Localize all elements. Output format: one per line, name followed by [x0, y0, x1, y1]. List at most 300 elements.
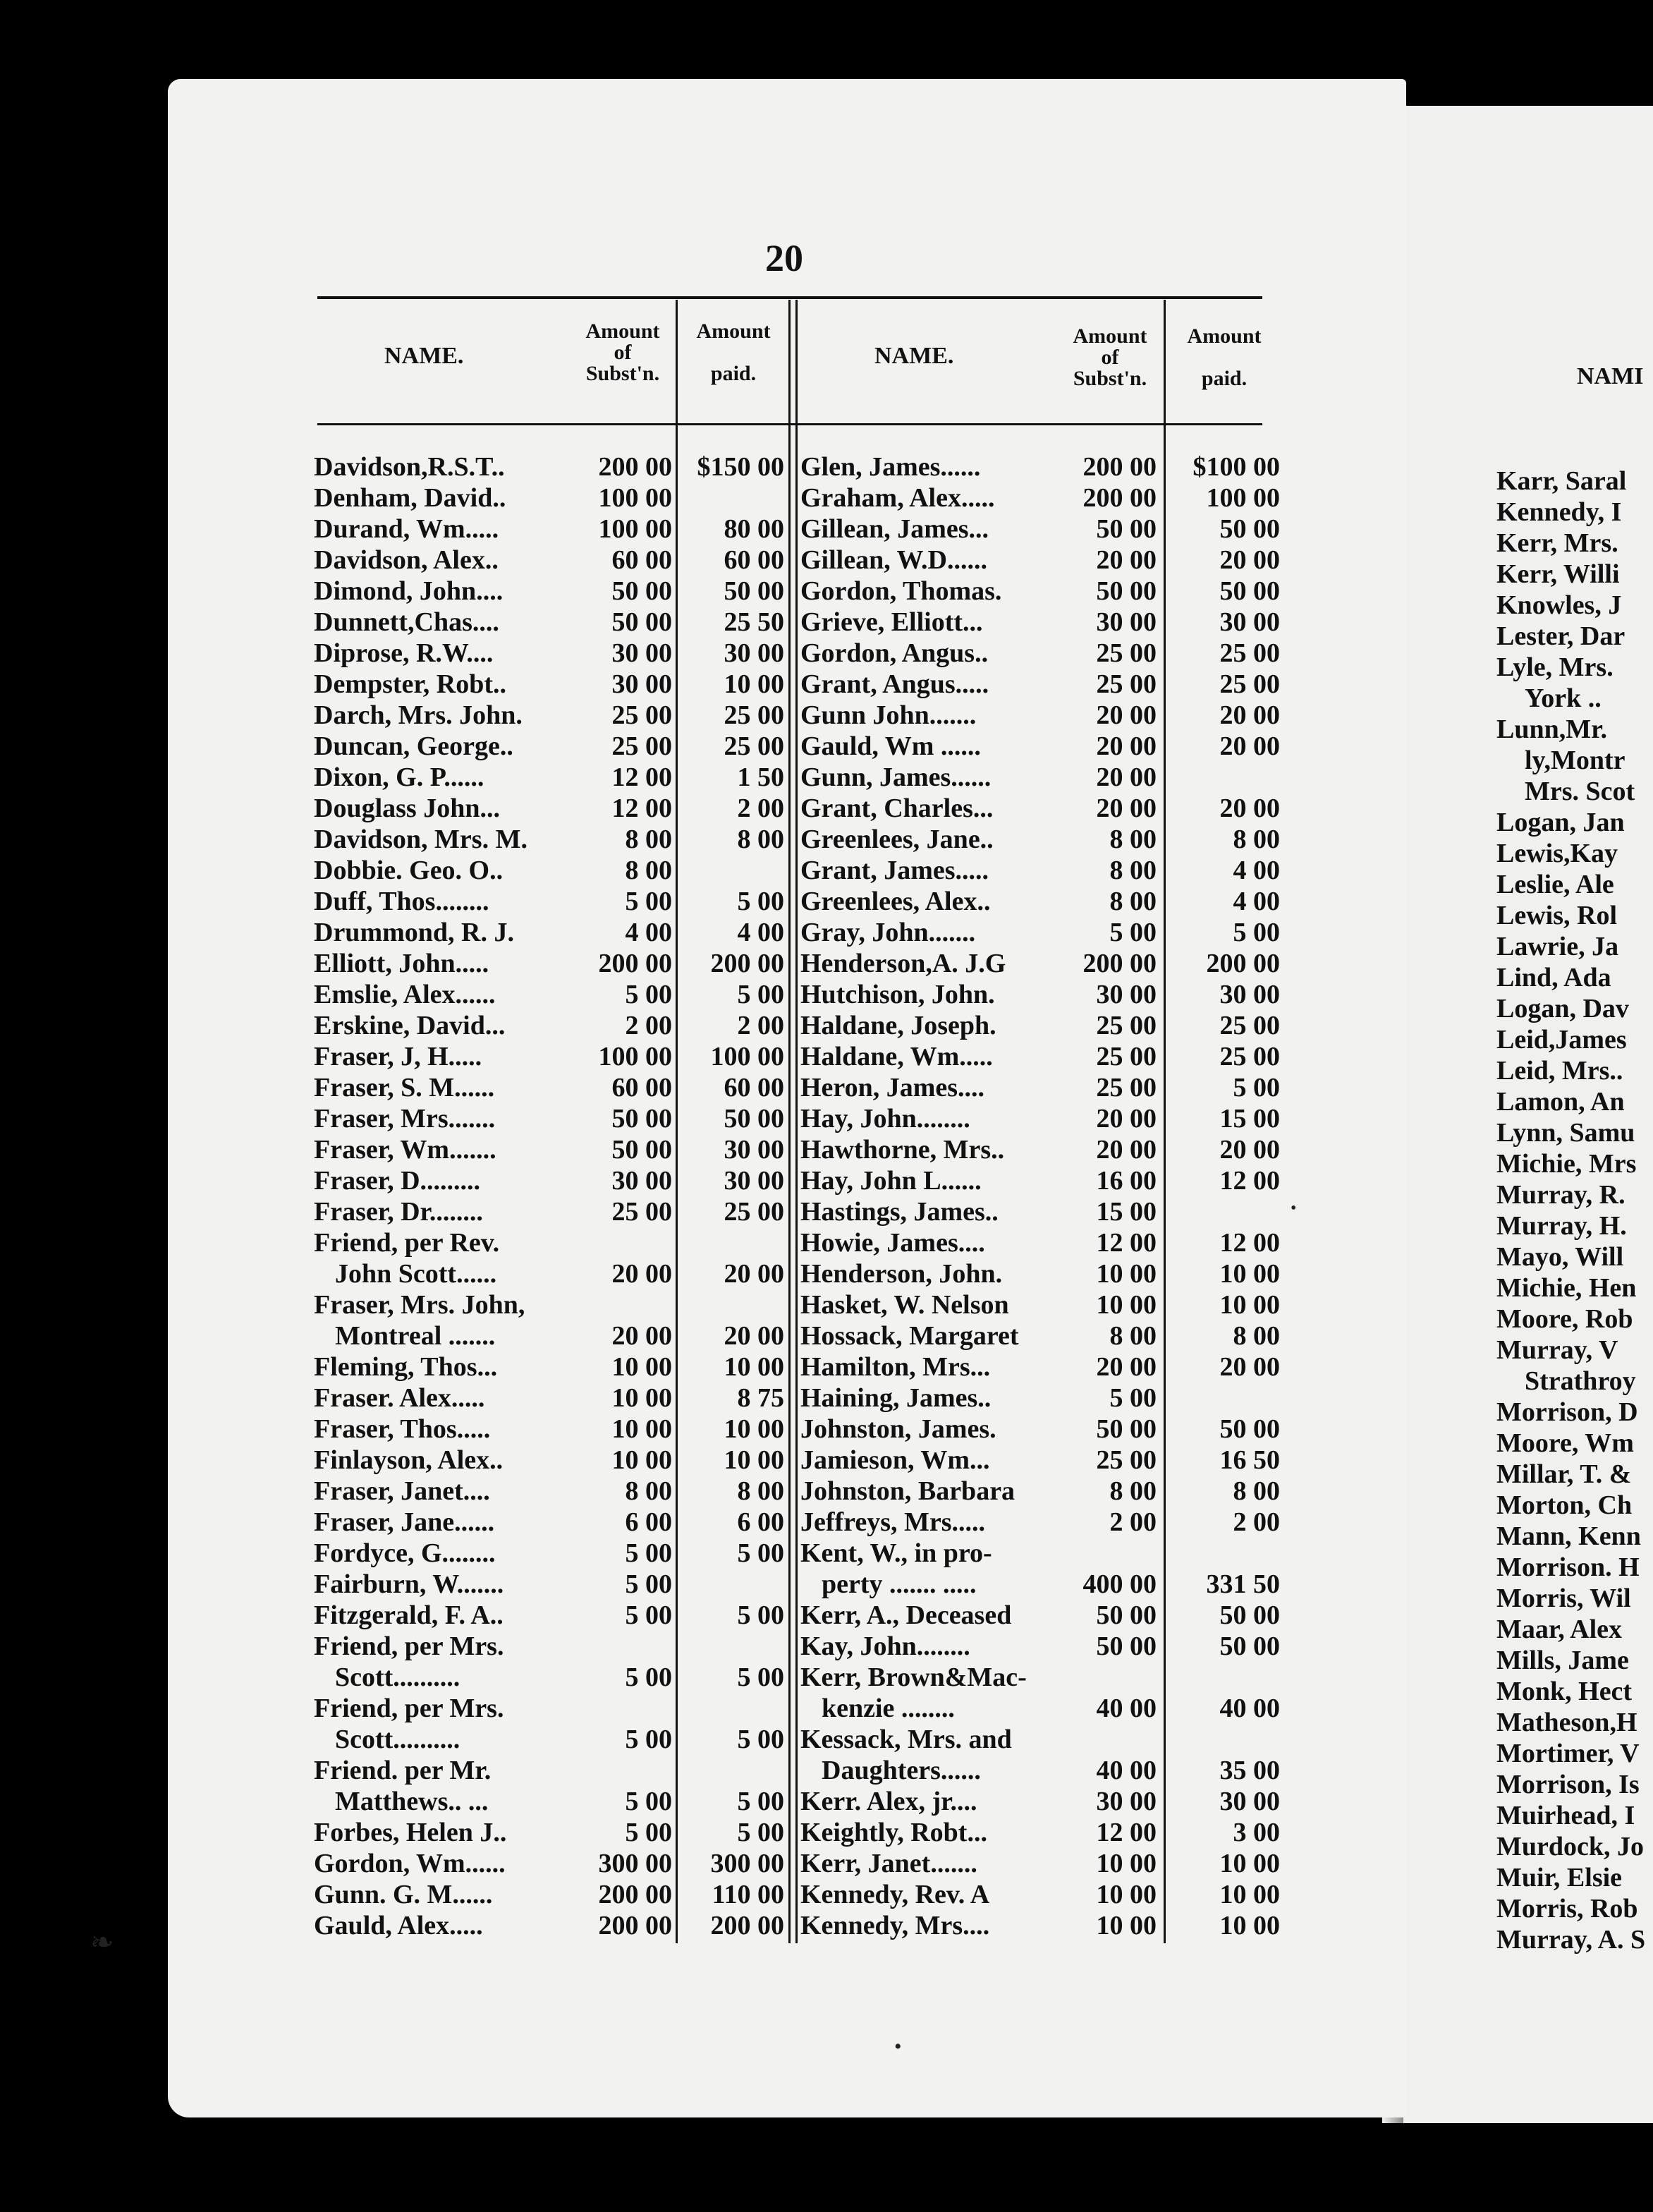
- paid-amount: 20 00: [1219, 794, 1280, 823]
- subscription-amount: 5 00: [1109, 1383, 1157, 1413]
- facing-page-row: Murray, V: [1496, 1335, 1618, 1365]
- subscriber-name: Gray, John.......: [800, 918, 976, 947]
- facing-page-row: Morrison, Is: [1496, 1770, 1640, 1799]
- paid-amount: 8 00: [737, 825, 784, 854]
- paid-amount: 4 00: [1233, 856, 1280, 885]
- paid-amount: 35 00: [1219, 1756, 1280, 1785]
- paid-amount: 4 00: [737, 918, 784, 947]
- subscriber-name: Jamieson, Wm...: [800, 1445, 990, 1475]
- paid-amount: 5 00: [737, 887, 784, 916]
- paid-amount: 5 00: [1233, 1073, 1280, 1102]
- subscription-amount: 20 00: [1096, 700, 1157, 730]
- paid-amount: 60 00: [724, 1073, 784, 1102]
- facing-page-row: Morrison, D: [1496, 1397, 1638, 1427]
- facing-page-row: Mayo, Will: [1496, 1242, 1624, 1272]
- subscription-amount: 25 00: [611, 700, 672, 730]
- paid-amount: 20 00: [1219, 731, 1280, 761]
- paid-amount: 25 00: [1219, 669, 1280, 699]
- subscriber-name: Gunn, James......: [800, 762, 992, 792]
- subscriber-name: Duncan, George..: [314, 731, 513, 761]
- paid-amount: 200 00: [710, 1911, 784, 1940]
- paid-amount: 5 00: [737, 1818, 784, 1847]
- subscriber-name: Fraser, Wm.......: [314, 1135, 496, 1165]
- facing-page-row: Morrison. H: [1496, 1552, 1640, 1582]
- subscriber-name: Kay, John........: [800, 1631, 970, 1661]
- facing-page-row: Strathroy: [1525, 1366, 1636, 1396]
- subscription-amount: 30 00: [1096, 980, 1157, 1009]
- subscriber-name: Davidson, Alex..: [314, 545, 499, 575]
- facing-page-row: Murdock, Jo: [1496, 1832, 1644, 1861]
- subscription-amount: 2 00: [625, 1011, 672, 1040]
- subscription-amount: 50 00: [611, 1135, 672, 1165]
- subscriber-name: perty ....... .....: [822, 1569, 977, 1599]
- paid-amount: 50 00: [1219, 1600, 1280, 1630]
- subscriber-name: Grant, James.....: [800, 856, 989, 885]
- paid-amount: 50 00: [1219, 1414, 1280, 1444]
- facing-page-header: NAMI: [1577, 363, 1644, 389]
- facing-page-row: Murray, R.: [1496, 1180, 1625, 1210]
- subscription-amount: 30 00: [611, 669, 672, 699]
- facing-page-row: Leid, Mrs..: [1496, 1056, 1623, 1086]
- subscription-amount: 8 00: [1109, 1476, 1157, 1506]
- subscription-amount: 6 00: [625, 1507, 672, 1537]
- paid-amount: 5 00: [737, 1600, 784, 1630]
- paid-amount: 25 50: [724, 607, 784, 637]
- paid-amount: 8 00: [737, 1476, 784, 1506]
- subscriber-name: Fordyce, G........: [314, 1538, 496, 1568]
- subscription-amount: 50 00: [611, 576, 672, 606]
- subscription-amount: 25 00: [1096, 1073, 1157, 1102]
- subscriber-name: Hay, John L......: [800, 1166, 982, 1196]
- subscription-amount: 25 00: [1096, 638, 1157, 668]
- subscriber-name: Haldane, Joseph.: [800, 1011, 996, 1040]
- paid-amount: 20 00: [1219, 1352, 1280, 1382]
- facing-page-row: York ..: [1525, 683, 1602, 713]
- subscriber-name: Fraser. Alex.....: [314, 1383, 485, 1413]
- subscriber-name: Johnston, Barbara: [800, 1476, 1015, 1506]
- subscriber-name: Friend, per Mrs.: [314, 1631, 504, 1661]
- paid-amount: 10 00: [724, 1414, 784, 1444]
- subscription-amount: 50 00: [1096, 1414, 1157, 1444]
- subscription-amount: 10 00: [611, 1414, 672, 1444]
- subscription-amount: 50 00: [611, 607, 672, 637]
- facing-page-row: Mann, Kenn: [1496, 1521, 1641, 1551]
- paid-amount: 25 00: [724, 700, 784, 730]
- facing-page-row: ly,Montr: [1525, 746, 1625, 775]
- subscription-amount: 5 00: [625, 887, 672, 916]
- paid-amount: 20 00: [1219, 700, 1280, 730]
- facing-page-row: Murray, H.: [1496, 1211, 1627, 1241]
- paid-amount: 80 00: [724, 514, 784, 544]
- subscriber-name: Glen, James......: [800, 452, 981, 482]
- subscription-amount: 25 00: [611, 1197, 672, 1227]
- subscription-amount: 5 00: [625, 980, 672, 1009]
- subscription-amount: 16 00: [1096, 1166, 1157, 1196]
- paid-amount: 2 00: [737, 1011, 784, 1040]
- subscription-amount: 5 00: [625, 1818, 672, 1847]
- subscription-amount: 200 00: [598, 949, 672, 978]
- paid-amount: 25 00: [1219, 1042, 1280, 1071]
- paid-amount: 25 00: [724, 1197, 784, 1227]
- paid-amount: 2 00: [737, 794, 784, 823]
- subscription-amount: 10 00: [1096, 1911, 1157, 1940]
- paid-amount: 331 50: [1206, 1569, 1280, 1599]
- subscription-amount: 100 00: [598, 483, 672, 513]
- subscriber-name: Grieve, Elliott...: [800, 607, 983, 637]
- subscriber-name: Grant, Charles...: [800, 794, 994, 823]
- facing-page-row: Lester, Dar: [1496, 621, 1625, 651]
- subscriber-name: Grant, Angus.....: [800, 669, 989, 699]
- paid-amount: 5 00: [737, 1663, 784, 1692]
- paid-amount: 200 00: [1206, 949, 1280, 978]
- facing-page-row: Murray, A. S: [1496, 1925, 1646, 1955]
- facing-page-row: Michie, Mrs: [1496, 1149, 1637, 1179]
- name-column-header: NAME.: [874, 343, 954, 369]
- paid-amount: 10 00: [1219, 1880, 1280, 1909]
- subscription-amount: 20 00: [611, 1321, 672, 1351]
- subscription-amount: 10 00: [1096, 1849, 1157, 1878]
- subscriber-name: Henderson, John.: [800, 1259, 1003, 1289]
- paid-amount: 300 00: [710, 1849, 784, 1878]
- paid-amount: 50 00: [724, 1104, 784, 1134]
- paid-amount: 12 00: [1219, 1228, 1280, 1258]
- subscription-amount: 200 00: [598, 1911, 672, 1940]
- subscription-amount: 20 00: [1096, 794, 1157, 823]
- subscriber-name: Scott..........: [335, 1725, 460, 1754]
- subscription-amount: 60 00: [611, 545, 672, 575]
- subscriber-name: Durand, Wm.....: [314, 514, 499, 544]
- paid-amount: 10 00: [724, 669, 784, 699]
- paid-amount: 40 00: [1219, 1694, 1280, 1723]
- paid-amount: 110 00: [712, 1880, 784, 1909]
- subscriber-name: Fairburn, W.......: [314, 1569, 504, 1599]
- subscriber-name: Forbes, Helen J..: [314, 1818, 507, 1847]
- facing-page-list: [1496, 466, 1645, 1955]
- subscriber-name: Davidson, Mrs. M.: [314, 825, 527, 854]
- subscription-amount: 50 00: [1096, 1600, 1157, 1630]
- subscriber-name: Hamilton, Mrs...: [800, 1352, 991, 1382]
- subscription-amount: 8 00: [1109, 1321, 1157, 1351]
- subst-column-header: Amount of Subst'n.: [585, 320, 660, 385]
- subscriber-name: Fraser, Jane......: [314, 1507, 495, 1537]
- subscription-amount: 50 00: [611, 1104, 672, 1134]
- paid-amount: 5 00: [737, 1725, 784, 1754]
- paid-amount: 6 00: [737, 1507, 784, 1537]
- subscriber-name: Duff, Thos........: [314, 887, 489, 916]
- subscriber-name: Greenlees, Jane..: [800, 825, 994, 854]
- subscription-amount: 10 00: [1096, 1880, 1157, 1909]
- facing-page-row: Millar, T. &: [1496, 1459, 1632, 1489]
- paid-amount: 30 00: [724, 638, 784, 668]
- subscription-amount: 10 00: [611, 1383, 672, 1413]
- paid-amount: 200 00: [710, 949, 784, 978]
- facing-page-row: Lewis,Kay: [1496, 839, 1618, 868]
- subscription-amount: 60 00: [611, 1073, 672, 1102]
- subscriber-name: Matthews.. ...: [335, 1787, 489, 1816]
- subscriber-name: Kessack, Mrs. and: [800, 1725, 1012, 1754]
- subscription-amount: 200 00: [598, 452, 672, 482]
- subscription-amount: 300 00: [598, 1849, 672, 1878]
- subscription-amount: 10 00: [611, 1352, 672, 1382]
- subscriber-name: Fraser, S. M......: [314, 1073, 495, 1102]
- facing-page-row: Kerr, Willi: [1496, 559, 1620, 589]
- subscription-amount: 8 00: [1109, 825, 1157, 854]
- subscriber-name: Graham, Alex.....: [800, 483, 995, 513]
- subscription-amount: 5 00: [625, 1725, 672, 1754]
- subscription-amount: 100 00: [598, 1042, 672, 1071]
- facing-page-row: Leslie, Ale: [1496, 870, 1614, 899]
- paid-amount: 10 00: [1219, 1911, 1280, 1940]
- paid-amount: 5 00: [737, 1787, 784, 1816]
- paid-amount: 50 00: [1219, 1631, 1280, 1661]
- subscriber-name: Gillean, W.D......: [800, 545, 987, 575]
- subscription-amount: 20 00: [1096, 1352, 1157, 1382]
- paid-amount: 10 00: [1219, 1290, 1280, 1320]
- subscriber-name: Dunnett,Chas....: [314, 607, 499, 637]
- subscriber-name: Greenlees, Alex..: [800, 887, 991, 916]
- subscription-amount: 12 00: [1096, 1228, 1157, 1258]
- column-divider: [1164, 300, 1166, 1943]
- paid-amount: 25 00: [1219, 638, 1280, 668]
- subscriber-name: Fraser, J, H.....: [314, 1042, 482, 1071]
- facing-page-row: Karr, Saral: [1496, 466, 1627, 496]
- facing-page-row: Morris, Wil: [1496, 1584, 1631, 1613]
- subscriber-name: Daughters......: [822, 1756, 981, 1785]
- subscription-amount: 50 00: [1096, 576, 1157, 606]
- paid-amount: 5 00: [737, 1538, 784, 1568]
- facing-page-row: Muirhead, I: [1496, 1801, 1635, 1830]
- subscriber-name: Finlayson, Alex..: [314, 1445, 504, 1475]
- subscriber-name: Erskine, David...: [314, 1011, 506, 1040]
- subscription-amount: 4 00: [625, 918, 672, 947]
- paid-amount: 100 00: [710, 1042, 784, 1071]
- scan-speck: •: [1291, 1199, 1297, 1217]
- subscription-amount: 10 00: [1096, 1290, 1157, 1320]
- paid-amount: 8 00: [1233, 1476, 1280, 1506]
- subscription-amount: 5 00: [1109, 918, 1157, 947]
- facing-page-row: Leid,James: [1496, 1025, 1627, 1055]
- subscriber-name: Hawthorne, Mrs..: [800, 1135, 1005, 1165]
- subscriber-name: Friend. per Mr.: [314, 1756, 492, 1785]
- subscriber-name: Fraser, D.........: [314, 1166, 481, 1196]
- facing-page-row: Kennedy, I: [1496, 497, 1622, 527]
- paid-amount: 8 00: [1233, 825, 1280, 854]
- subscriber-name: Gunn John.......: [800, 700, 977, 730]
- subscriber-name: kenzie ........: [822, 1694, 955, 1723]
- subscriber-name: Fraser, Dr........: [314, 1197, 483, 1227]
- facing-page-row: Lyle, Mrs.: [1496, 652, 1614, 682]
- subscription-amount: 30 00: [1096, 607, 1157, 637]
- paid-amount: 20 00: [724, 1259, 784, 1289]
- subscription-amount: 12 00: [1096, 1818, 1157, 1847]
- subscription-amount: 20 00: [1096, 1104, 1157, 1134]
- facing-page-row: Mills, Jame: [1496, 1646, 1629, 1675]
- subst-column-header: Amount of Subst'n.: [1073, 324, 1147, 390]
- subscription-amount: 12 00: [611, 794, 672, 823]
- subscriber-name: Friend, per Mrs.: [314, 1694, 504, 1723]
- subscription-amount: 5 00: [625, 1787, 672, 1816]
- subscriber-name: Montreal .......: [335, 1321, 496, 1351]
- subscription-amount: 50 00: [1096, 514, 1157, 544]
- paid-amount: 8 00: [1233, 1321, 1280, 1351]
- subscriber-name: Gordon, Wm......: [314, 1849, 506, 1878]
- subscriber-name: Gauld, Alex.....: [314, 1911, 483, 1940]
- subscriber-name: Haldane, Wm.....: [800, 1042, 993, 1071]
- subscription-amount: 400 00: [1082, 1569, 1157, 1599]
- subscriber-name: Kerr. Alex, jr....: [800, 1787, 977, 1816]
- subscription-amount: 100 00: [598, 514, 672, 544]
- subscriber-name: Hasket, W. Nelson: [800, 1290, 1009, 1320]
- paid-amount: 30 00: [724, 1166, 784, 1196]
- subscription-amount: 25 00: [611, 731, 672, 761]
- paid-amount: 50 00: [1219, 576, 1280, 606]
- facing-page-row: Logan, Dav: [1496, 994, 1629, 1023]
- subscription-amount: 20 00: [1096, 731, 1157, 761]
- subscription-amount: 30 00: [611, 638, 672, 668]
- subscription-amount: 200 00: [598, 1880, 672, 1909]
- facing-page-row: Logan, Jan: [1496, 808, 1625, 837]
- subscriber-name: Gordon, Thomas.: [800, 576, 1002, 606]
- subscription-amount: 10 00: [1096, 1259, 1157, 1289]
- paid-amount: 30 00: [1219, 980, 1280, 1009]
- subscription-amount: 25 00: [1096, 669, 1157, 699]
- facing-page-row: Lind, Ada: [1496, 963, 1611, 992]
- subscription-amount: 5 00: [625, 1569, 672, 1599]
- subscriber-name: Dempster, Robt..: [314, 669, 507, 699]
- subscriber-name: Howie, James....: [800, 1228, 985, 1258]
- paid-amount: 1 50: [737, 762, 784, 792]
- paid-amount: 4 00: [1233, 887, 1280, 916]
- paid-amount: 8 75: [737, 1383, 784, 1413]
- facing-page-row: Maar, Alex: [1496, 1615, 1623, 1644]
- subscriber-name: Elliott, John.....: [314, 949, 489, 978]
- subscriber-name: Gauld, Wm ......: [800, 731, 981, 761]
- facing-page-row: Mrs. Scot: [1525, 777, 1635, 806]
- subscription-amount: 20 00: [1096, 1135, 1157, 1165]
- paid-amount: 5 00: [1233, 918, 1280, 947]
- subscription-amount: 200 00: [1082, 452, 1157, 482]
- paid-amount: 50 00: [724, 576, 784, 606]
- subscription-amount: 40 00: [1096, 1756, 1157, 1785]
- subscription-amount: 5 00: [625, 1538, 672, 1568]
- facing-page-row: Kerr, Mrs.: [1496, 528, 1618, 558]
- subscriber-name: Gordon, Angus..: [800, 638, 989, 668]
- subscriber-name: Kennedy, Rev. A: [800, 1880, 990, 1909]
- subscriber-name: Henderson,A. J.G: [800, 949, 1006, 978]
- paid-amount: 60 00: [724, 545, 784, 575]
- subscription-amount: 200 00: [1082, 483, 1157, 513]
- subscription-amount: 10 00: [611, 1445, 672, 1475]
- facing-page-row: Morton, Ch: [1496, 1490, 1633, 1520]
- facing-page-row: Monk, Hect: [1496, 1677, 1633, 1706]
- subscriber-name: Fleming, Thos...: [314, 1352, 498, 1382]
- paid-column-header: Amount paid.: [696, 320, 771, 385]
- subscription-amount: 30 00: [1096, 1787, 1157, 1816]
- subscriber-name: Darch, Mrs. John.: [314, 700, 523, 730]
- top-rule: [317, 296, 1262, 299]
- subscriber-name: Dimond, John....: [314, 576, 504, 606]
- subscriber-name: Haining, James..: [800, 1383, 992, 1413]
- scan-speck: ❧: [90, 1926, 114, 1958]
- subscription-amount: 25 00: [1096, 1042, 1157, 1071]
- subscriber-name: John Scott......: [335, 1259, 497, 1289]
- paid-amount: 25 00: [724, 731, 784, 761]
- facing-page-row: Mortimer, V: [1496, 1739, 1640, 1768]
- subscriber-name: Fraser, Thos.....: [314, 1414, 491, 1444]
- paid-amount: 30 00: [1219, 1787, 1280, 1816]
- facing-page-row: Lunn,Mr.: [1496, 715, 1607, 744]
- subscriber-name: Gunn. G. M......: [314, 1880, 493, 1909]
- subscriber-name: Hutchison, John.: [800, 980, 995, 1009]
- paid-amount: 2 00: [1233, 1507, 1280, 1537]
- subscriber-name: Dobbie. Geo. O..: [314, 856, 504, 885]
- subscriber-name: Johnston, James.: [800, 1414, 996, 1444]
- subscriber-name: Friend, per Rev.: [314, 1228, 500, 1258]
- paid-amount: 30 00: [1219, 607, 1280, 637]
- paid-amount: 20 00: [724, 1321, 784, 1351]
- subscriber-name: Dixon, G. P......: [314, 762, 484, 792]
- facing-page-row: Moore, Wm: [1496, 1428, 1634, 1458]
- subscription-amount: 15 00: [1096, 1197, 1157, 1227]
- paid-amount: 10 00: [724, 1445, 784, 1475]
- subscription-amount: 5 00: [625, 1663, 672, 1692]
- subscription-amount: 30 00: [611, 1166, 672, 1196]
- subscription-amount: 8 00: [625, 825, 672, 854]
- facing-page-row: Moore, Rob: [1496, 1304, 1633, 1334]
- paid-amount: 3 00: [1233, 1818, 1280, 1847]
- facing-page-row: Lawrie, Ja: [1496, 932, 1619, 961]
- facing-page-row: Knowles, J: [1496, 590, 1622, 620]
- subscriber-name: Scott..........: [335, 1663, 460, 1692]
- paid-amount: 25 00: [1219, 1011, 1280, 1040]
- paid-amount: 20 00: [1219, 1135, 1280, 1165]
- subscription-amount: 50 00: [1096, 1631, 1157, 1661]
- facing-page-row: Muir, Elsie: [1496, 1863, 1623, 1892]
- subscriber-name: Fraser, Janet....: [314, 1476, 490, 1506]
- subscriber-name: Kennedy, Mrs....: [800, 1911, 990, 1940]
- subscription-amount: 20 00: [1096, 545, 1157, 575]
- facing-page-row: Lynn, Samu: [1496, 1118, 1635, 1148]
- subscription-amount: 12 00: [611, 762, 672, 792]
- paid-amount: 5 00: [737, 980, 784, 1009]
- subscriber-name: Hay, John........: [800, 1104, 970, 1134]
- subscriber-name: Kerr, A., Deceased: [800, 1600, 1012, 1630]
- subscriber-name: Denham, David..: [314, 483, 506, 513]
- subscription-amount: 25 00: [1096, 1011, 1157, 1040]
- subscriber-name: Kerr, Brown&Mac-: [800, 1663, 1027, 1692]
- facing-page-row: Matheson,H: [1496, 1708, 1637, 1737]
- column-divider: [788, 300, 791, 1943]
- name-column-header: NAME.: [384, 343, 464, 369]
- subscription-amount: 8 00: [1109, 856, 1157, 885]
- subscription-amount: 20 00: [611, 1259, 672, 1289]
- facing-page-row: Morris, Rob: [1496, 1894, 1638, 1924]
- subscriber-name: Hossack, Margaret: [800, 1321, 1019, 1351]
- subscription-amount: 25 00: [1096, 1445, 1157, 1475]
- subscriber-name: Hastings, James..: [800, 1197, 999, 1227]
- page-number: 20: [765, 237, 803, 279]
- subscription-amount: 2 00: [1109, 1507, 1157, 1537]
- subscription-amount: 8 00: [625, 856, 672, 885]
- subscriber-name: Diprose, R.W....: [314, 638, 494, 668]
- subscriber-name: Davidson,R.S.T..: [314, 452, 505, 482]
- subscription-amount: 20 00: [1096, 762, 1157, 792]
- subscriber-name: Drummond, R. J.: [314, 918, 514, 947]
- paid-amount: 10 00: [1219, 1259, 1280, 1289]
- subscriber-name: Kerr, Janet.......: [800, 1849, 977, 1878]
- paid-amount: 12 00: [1219, 1166, 1280, 1196]
- facing-page-row: Lewis, Rol: [1496, 901, 1617, 930]
